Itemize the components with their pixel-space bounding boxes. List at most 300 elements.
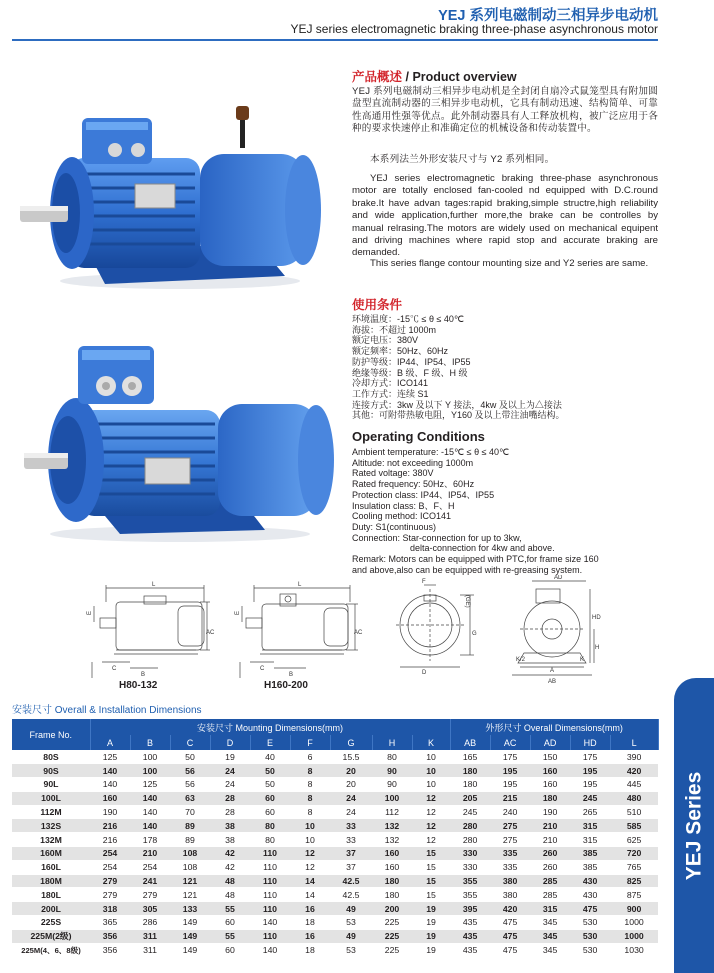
frame-cell: 132S xyxy=(12,819,90,833)
value-cell: 90 xyxy=(372,778,412,792)
value-cell: 180 xyxy=(530,791,570,805)
value-cell: 315 xyxy=(530,902,570,916)
value-cell: 345 xyxy=(530,943,570,957)
motor-photo-top xyxy=(10,96,340,296)
table-row xyxy=(12,860,658,874)
value-cell: 18 xyxy=(290,916,330,930)
value-cell: 110 xyxy=(250,860,290,874)
value-cell: 10 xyxy=(412,764,450,778)
conditions-en-line: Altitude: not exceeding 1000m xyxy=(352,457,474,468)
value-cell: 180 xyxy=(450,764,490,778)
conditions-cn-line: 其他：可附带热敏电阻，Y160 及以上带注油嘴结构。 xyxy=(352,410,565,421)
value-cell: 125 xyxy=(130,778,170,792)
value-cell: 10 xyxy=(412,778,450,792)
value-cell: 140 xyxy=(90,778,130,792)
frame-cell: 160L xyxy=(12,860,90,874)
value-cell: 356 xyxy=(90,943,130,957)
value-cell: 110 xyxy=(250,902,290,916)
value-cell: 60 xyxy=(250,791,290,805)
value-cell: 160 xyxy=(530,778,570,792)
dim-label: L xyxy=(152,582,156,588)
col-header-k: K xyxy=(412,735,450,750)
conditions-cn-line: 海拔：不超过 1000m xyxy=(352,324,437,335)
value-cell: 385 xyxy=(570,847,610,861)
value-cell: 12 xyxy=(290,860,330,874)
value-cell: 475 xyxy=(490,929,530,943)
value-cell: 28 xyxy=(210,805,250,819)
conditions-en-line: Ambient temperature: -15℃ ≤ θ ≤ 40℃ xyxy=(352,447,510,457)
value-cell: 420 xyxy=(610,764,658,778)
conditions-cn-list xyxy=(352,314,662,421)
value-cell: 180 xyxy=(372,874,412,888)
value-cell: 390 xyxy=(610,750,658,764)
value-cell: 330 xyxy=(450,860,490,874)
value-cell: 42 xyxy=(210,860,250,874)
value-cell: 195 xyxy=(490,764,530,778)
value-cell: 80 xyxy=(250,833,290,847)
table-row xyxy=(12,916,658,930)
value-cell: 12 xyxy=(412,819,450,833)
dim-label: A xyxy=(550,668,555,674)
table-title: 安装尺寸 Overall & Installation Dimensions xyxy=(12,705,202,716)
value-cell: 15 xyxy=(412,874,450,888)
conditions-en-line: Protection class: IP44、IP54、IP55 xyxy=(352,489,495,500)
value-cell: 285 xyxy=(530,874,570,888)
value-cell: 90 xyxy=(372,764,412,778)
value-cell: 260 xyxy=(530,847,570,861)
table-row xyxy=(12,833,658,847)
value-cell: 10 xyxy=(412,750,450,764)
value-cell: 48 xyxy=(210,888,250,902)
drawing-shaft-section xyxy=(392,575,484,680)
value-cell: 40 xyxy=(250,750,290,764)
value-cell: 275 xyxy=(490,833,530,847)
value-cell: 8 xyxy=(290,791,330,805)
value-cell: 178 xyxy=(130,833,170,847)
value-cell: 63 xyxy=(170,791,210,805)
value-cell: 24 xyxy=(330,805,372,819)
conditions-cn-line: 环境温度：-15℃ ≤ θ ≤ 40℃ xyxy=(352,314,465,324)
value-cell: 12 xyxy=(412,791,450,805)
value-cell: 55 xyxy=(210,902,250,916)
conditions-en-line: delta-connection for 4kw and above. xyxy=(410,543,555,554)
value-cell: 480 xyxy=(610,791,658,805)
value-cell: 225 xyxy=(372,929,412,943)
dim-label: C xyxy=(260,666,265,672)
value-cell: 215 xyxy=(490,791,530,805)
value-cell: 19 xyxy=(412,916,450,930)
value-cell: 385 xyxy=(570,860,610,874)
value-cell: 15.5 xyxy=(330,750,372,764)
dim-label: D xyxy=(422,670,427,675)
page-title: YEJ 系列电磁制动三相异步电动机 xyxy=(438,8,658,24)
value-cell: 8 xyxy=(290,805,330,819)
value-cell: 18 xyxy=(290,943,330,957)
frame-cell: 225M(2级) xyxy=(12,929,90,943)
value-cell: 585 xyxy=(610,819,658,833)
table-row xyxy=(12,805,658,819)
value-cell: 240 xyxy=(490,805,530,819)
value-cell: 89 xyxy=(170,833,210,847)
conditions-en-line: Duty: S1(continuous) xyxy=(352,521,437,532)
value-cell: 765 xyxy=(610,860,658,874)
value-cell: 121 xyxy=(170,888,210,902)
col-header-ac: AC xyxy=(490,735,530,750)
value-cell: 345 xyxy=(530,916,570,930)
conditions-cn-line: 工作方式：连续 S1 xyxy=(352,388,429,399)
table-row xyxy=(12,778,658,792)
value-cell: 216 xyxy=(90,819,130,833)
table-row xyxy=(12,819,658,833)
value-cell: 225 xyxy=(372,916,412,930)
value-cell: 330 xyxy=(450,847,490,861)
frame-cell: 132M xyxy=(12,833,90,847)
value-cell: 280 xyxy=(450,819,490,833)
remark-line: and above,also can be equipped with re-greasing system. xyxy=(352,564,583,575)
value-cell: 33 xyxy=(330,819,372,833)
col-group-mounting: 安装尺寸 Mounting Dimensions(mm) xyxy=(90,719,450,735)
dimensions-table xyxy=(12,719,658,957)
value-cell: 12 xyxy=(412,833,450,847)
overview-heading xyxy=(352,67,517,85)
value-cell: 205 xyxy=(450,791,490,805)
table-row xyxy=(12,750,658,764)
value-cell: 285 xyxy=(530,888,570,902)
value-cell: 8 xyxy=(290,764,330,778)
conditions-en-line: Rated voltage: 380V xyxy=(352,468,434,479)
value-cell: 110 xyxy=(250,888,290,902)
col-header-e: E xyxy=(250,735,290,750)
value-cell: 280 xyxy=(450,833,490,847)
value-cell: 42.5 xyxy=(330,888,372,902)
dim-label: AC xyxy=(206,630,215,636)
value-cell: 80 xyxy=(372,750,412,764)
value-cell: 200 xyxy=(372,902,412,916)
value-cell: 380 xyxy=(490,888,530,902)
value-cell: 49 xyxy=(330,902,372,916)
dim-label: C xyxy=(112,666,117,672)
value-cell: 245 xyxy=(450,805,490,819)
dim-label: F xyxy=(422,579,426,585)
value-cell: 10 xyxy=(290,833,330,847)
table-row xyxy=(12,874,658,888)
value-cell: 140 xyxy=(130,791,170,805)
value-cell: 38 xyxy=(210,833,250,847)
value-cell: 510 xyxy=(610,805,658,819)
value-cell: 175 xyxy=(490,750,530,764)
table-row xyxy=(12,791,658,805)
conditions-cn-line: 额定频率：50Hz、60Hz xyxy=(352,346,449,357)
col-header-frame: Frame No. xyxy=(12,719,90,750)
value-cell: 60 xyxy=(210,943,250,957)
value-cell: 175 xyxy=(570,750,610,764)
value-cell: 1000 xyxy=(610,929,658,943)
value-cell: 140 xyxy=(250,916,290,930)
value-cell: 530 xyxy=(570,916,610,930)
value-cell: 356 xyxy=(90,929,130,943)
value-cell: 420 xyxy=(490,902,530,916)
value-cell: 1030 xyxy=(610,943,658,957)
value-cell: 530 xyxy=(570,929,610,943)
dim-label: (GE) xyxy=(464,595,470,608)
value-cell: 15 xyxy=(412,860,450,874)
col-header-l: L xyxy=(610,735,658,750)
value-cell: 190 xyxy=(530,805,570,819)
col-header-b: B xyxy=(130,735,170,750)
frame-cell: 200L xyxy=(12,902,90,916)
dim-label: AD xyxy=(554,575,563,581)
overview-para-cn2: 本系列法兰外形安装尺寸与 Y2 系列相同。 xyxy=(370,154,555,165)
value-cell: 140 xyxy=(90,764,130,778)
col-header-g: G xyxy=(330,735,372,750)
overview-para-cn: YEJ 系列电磁制动三相异步电动机是全封闭自扇冷式鼠笼型具有附加圆盘型直流制动器的三相异步电动机，它具有制动迅速、结构简单、可靠性高通用性强等优点。此外制动器具有人工释放机构，被广泛应用于各种的要求快速停止和准确定位的机械设备和传动装置中。 xyxy=(352,86,658,135)
value-cell: 245 xyxy=(570,791,610,805)
value-cell: 318 xyxy=(90,902,130,916)
col-header-hd: HD xyxy=(570,735,610,750)
value-cell: 286 xyxy=(130,916,170,930)
value-cell: 279 xyxy=(90,888,130,902)
conditions-cn-line: 防护等级：IP44、IP54、IP55 xyxy=(352,356,471,367)
col-header-c: C xyxy=(170,735,210,750)
dim-label: E xyxy=(87,610,93,615)
value-cell: 16 xyxy=(290,902,330,916)
value-cell: 475 xyxy=(570,902,610,916)
dim-label: B xyxy=(289,672,294,678)
table-row xyxy=(12,888,658,902)
value-cell: 530 xyxy=(570,943,610,957)
header-rule xyxy=(12,39,658,41)
value-cell: 435 xyxy=(450,943,490,957)
value-cell: 132 xyxy=(372,819,412,833)
dim-label: H xyxy=(595,645,600,651)
value-cell: 335 xyxy=(490,860,530,874)
value-cell: 19 xyxy=(412,902,450,916)
value-cell: 55 xyxy=(210,929,250,943)
value-cell: 108 xyxy=(170,847,210,861)
value-cell: 195 xyxy=(570,778,610,792)
value-cell: 33 xyxy=(330,833,372,847)
value-cell: 265 xyxy=(570,805,610,819)
conditions-en-line: Connection: Star-connection for up to 3kw, xyxy=(352,532,522,543)
dim-label: HD xyxy=(592,615,601,621)
conditions-en-line: Cooling method: ICO141 xyxy=(352,511,452,522)
conditions-cn-line: 冷却方式：ICO141 xyxy=(352,378,429,389)
remark-line: Remark: Motors can be equipped with PTC,for frame size 160 xyxy=(352,554,599,565)
dim-label: G xyxy=(472,631,477,637)
col-header-ad: AD xyxy=(530,735,570,750)
value-cell: 12 xyxy=(412,805,450,819)
conditions-cn-line: 绝缘等级：B 级、F 级、H 级 xyxy=(352,367,468,378)
value-cell: 37 xyxy=(330,847,372,861)
value-cell: 53 xyxy=(330,943,372,957)
value-cell: 80 xyxy=(250,819,290,833)
conditions-cn-line: 连接方式：3kw 及以下 Y 接法，4kw 及以上为△接法 xyxy=(352,399,562,410)
value-cell: 12 xyxy=(290,847,330,861)
value-cell: 19 xyxy=(210,750,250,764)
value-cell: 28 xyxy=(210,791,250,805)
value-cell: 8 xyxy=(290,778,330,792)
value-cell: 720 xyxy=(610,847,658,861)
value-cell: 335 xyxy=(490,847,530,861)
value-cell: 275 xyxy=(490,819,530,833)
value-cell: 108 xyxy=(170,860,210,874)
value-cell: 311 xyxy=(130,943,170,957)
side-tab-label: YEJ Series xyxy=(682,771,705,880)
value-cell: 140 xyxy=(130,805,170,819)
value-cell: 900 xyxy=(610,902,658,916)
drawing-caption-1: H80-132 xyxy=(119,680,158,691)
value-cell: 254 xyxy=(130,860,170,874)
side-tab-label-wrap xyxy=(674,678,714,973)
value-cell: 140 xyxy=(130,819,170,833)
frame-cell: 180M xyxy=(12,874,90,888)
page-subtitle: YEJ series electromagnetic braking three-phase asynchronous motor xyxy=(290,22,658,36)
value-cell: 133 xyxy=(170,902,210,916)
value-cell: 160 xyxy=(530,764,570,778)
value-cell: 24 xyxy=(330,791,372,805)
value-cell: 190 xyxy=(90,805,130,819)
overview-para-en2: This series flange contour mounting size and Y2 series are same. xyxy=(370,258,649,269)
dim-label: AB xyxy=(548,679,557,685)
value-cell: 180 xyxy=(372,888,412,902)
value-cell: 311 xyxy=(130,929,170,943)
value-cell: 121 xyxy=(170,874,210,888)
col-header-f: F xyxy=(290,735,330,750)
value-cell: 56 xyxy=(170,764,210,778)
value-cell: 875 xyxy=(610,888,658,902)
value-cell: 6 xyxy=(290,750,330,764)
value-cell: 110 xyxy=(250,847,290,861)
value-cell: 49 xyxy=(330,929,372,943)
table-row xyxy=(12,764,658,778)
value-cell: 195 xyxy=(570,764,610,778)
value-cell: 20 xyxy=(330,778,372,792)
value-cell: 149 xyxy=(170,929,210,943)
value-cell: 16 xyxy=(290,929,330,943)
frame-cell: 225S xyxy=(12,916,90,930)
value-cell: 42.5 xyxy=(330,874,372,888)
overview-heading-sep: / xyxy=(402,70,413,84)
frame-cell: 160M xyxy=(12,847,90,861)
frame-cell: 112M xyxy=(12,805,90,819)
value-cell: 60 xyxy=(250,805,290,819)
dim-label: E xyxy=(235,610,241,615)
value-cell: 160 xyxy=(90,791,130,805)
value-cell: 225 xyxy=(372,943,412,957)
value-cell: 48 xyxy=(210,874,250,888)
value-cell: 210 xyxy=(530,833,570,847)
drawing-caption-2: H160-200 xyxy=(264,680,308,691)
table-row xyxy=(12,847,658,861)
col-header-ab: AB xyxy=(450,735,490,750)
value-cell: 110 xyxy=(250,874,290,888)
value-cell: 475 xyxy=(490,943,530,957)
value-cell: 435 xyxy=(450,916,490,930)
table-row xyxy=(12,929,658,943)
value-cell: 254 xyxy=(90,847,130,861)
value-cell: 241 xyxy=(130,874,170,888)
value-cell: 279 xyxy=(90,874,130,888)
frame-cell: 100L xyxy=(12,791,90,805)
value-cell: 210 xyxy=(530,819,570,833)
value-cell: 24 xyxy=(210,764,250,778)
value-cell: 625 xyxy=(610,833,658,847)
value-cell: 380 xyxy=(490,874,530,888)
frame-cell: 225M(4、6、8级) xyxy=(12,943,90,957)
value-cell: 1000 xyxy=(610,916,658,930)
value-cell: 315 xyxy=(570,833,610,847)
value-cell: 19 xyxy=(412,943,450,957)
value-cell: 14 xyxy=(290,888,330,902)
col-group-overall: 外形尺寸 Overall Dimensions(mm) xyxy=(450,719,658,735)
frame-cell: 90L xyxy=(12,778,90,792)
value-cell: 430 xyxy=(570,874,610,888)
value-cell: 195 xyxy=(490,778,530,792)
value-cell: 125 xyxy=(90,750,130,764)
conditions-en-heading: Operating Conditions xyxy=(352,429,485,444)
overview-heading-cn: 产品概述 xyxy=(352,70,403,84)
value-cell: 160 xyxy=(372,847,412,861)
value-cell: 445 xyxy=(610,778,658,792)
value-cell: 180 xyxy=(450,778,490,792)
dim-label: K/2 xyxy=(516,657,526,663)
value-cell: 395 xyxy=(450,902,490,916)
value-cell: 112 xyxy=(372,805,412,819)
value-cell: 345 xyxy=(530,929,570,943)
overview-para-en: YEJ series electromagnetic braking three-phase asynchronous motor are totally enclosed fan-cooled nd equipped with D.C.round brake.It have advan tages:rapid braking,simple structre,high reliability and wide application,further more,the brake can be controlles by manual relrasing.The motors are widely used on mechanical equipent and driving machines where rapid stop and accurate braking are demanded. xyxy=(352,173,658,259)
table-row xyxy=(12,943,658,957)
value-cell: 315 xyxy=(570,819,610,833)
value-cell: 435 xyxy=(450,929,490,943)
frame-cell: 90S xyxy=(12,764,90,778)
value-cell: 53 xyxy=(330,916,372,930)
value-cell: 100 xyxy=(130,764,170,778)
value-cell: 260 xyxy=(530,860,570,874)
value-cell: 160 xyxy=(372,860,412,874)
value-cell: 42 xyxy=(210,847,250,861)
value-cell: 132 xyxy=(372,833,412,847)
value-cell: 149 xyxy=(170,943,210,957)
dim-label: AC xyxy=(354,630,363,636)
value-cell: 37 xyxy=(330,860,372,874)
drawing-end-view xyxy=(502,575,602,690)
conditions-cn-heading: 使用条件 xyxy=(352,298,403,312)
dim-label: K xyxy=(580,657,585,663)
value-cell: 100 xyxy=(372,791,412,805)
value-cell: 210 xyxy=(130,847,170,861)
drawing-h160-200 xyxy=(234,578,364,683)
value-cell: 70 xyxy=(170,805,210,819)
overview-heading-en: Product overview xyxy=(412,70,517,84)
value-cell: 355 xyxy=(450,874,490,888)
col-header-h: H xyxy=(372,735,412,750)
value-cell: 60 xyxy=(210,916,250,930)
value-cell: 24 xyxy=(210,778,250,792)
value-cell: 254 xyxy=(90,860,130,874)
value-cell: 825 xyxy=(610,874,658,888)
conditions-en-line: Insulation class: B、F、H xyxy=(352,500,455,511)
value-cell: 19 xyxy=(412,929,450,943)
value-cell: 149 xyxy=(170,916,210,930)
value-cell: 355 xyxy=(450,888,490,902)
value-cell: 14 xyxy=(290,874,330,888)
value-cell: 165 xyxy=(450,750,490,764)
value-cell: 50 xyxy=(170,750,210,764)
col-header-d: D xyxy=(210,735,250,750)
value-cell: 150 xyxy=(530,750,570,764)
col-header-a: A xyxy=(90,735,130,750)
value-cell: 15 xyxy=(412,888,450,902)
